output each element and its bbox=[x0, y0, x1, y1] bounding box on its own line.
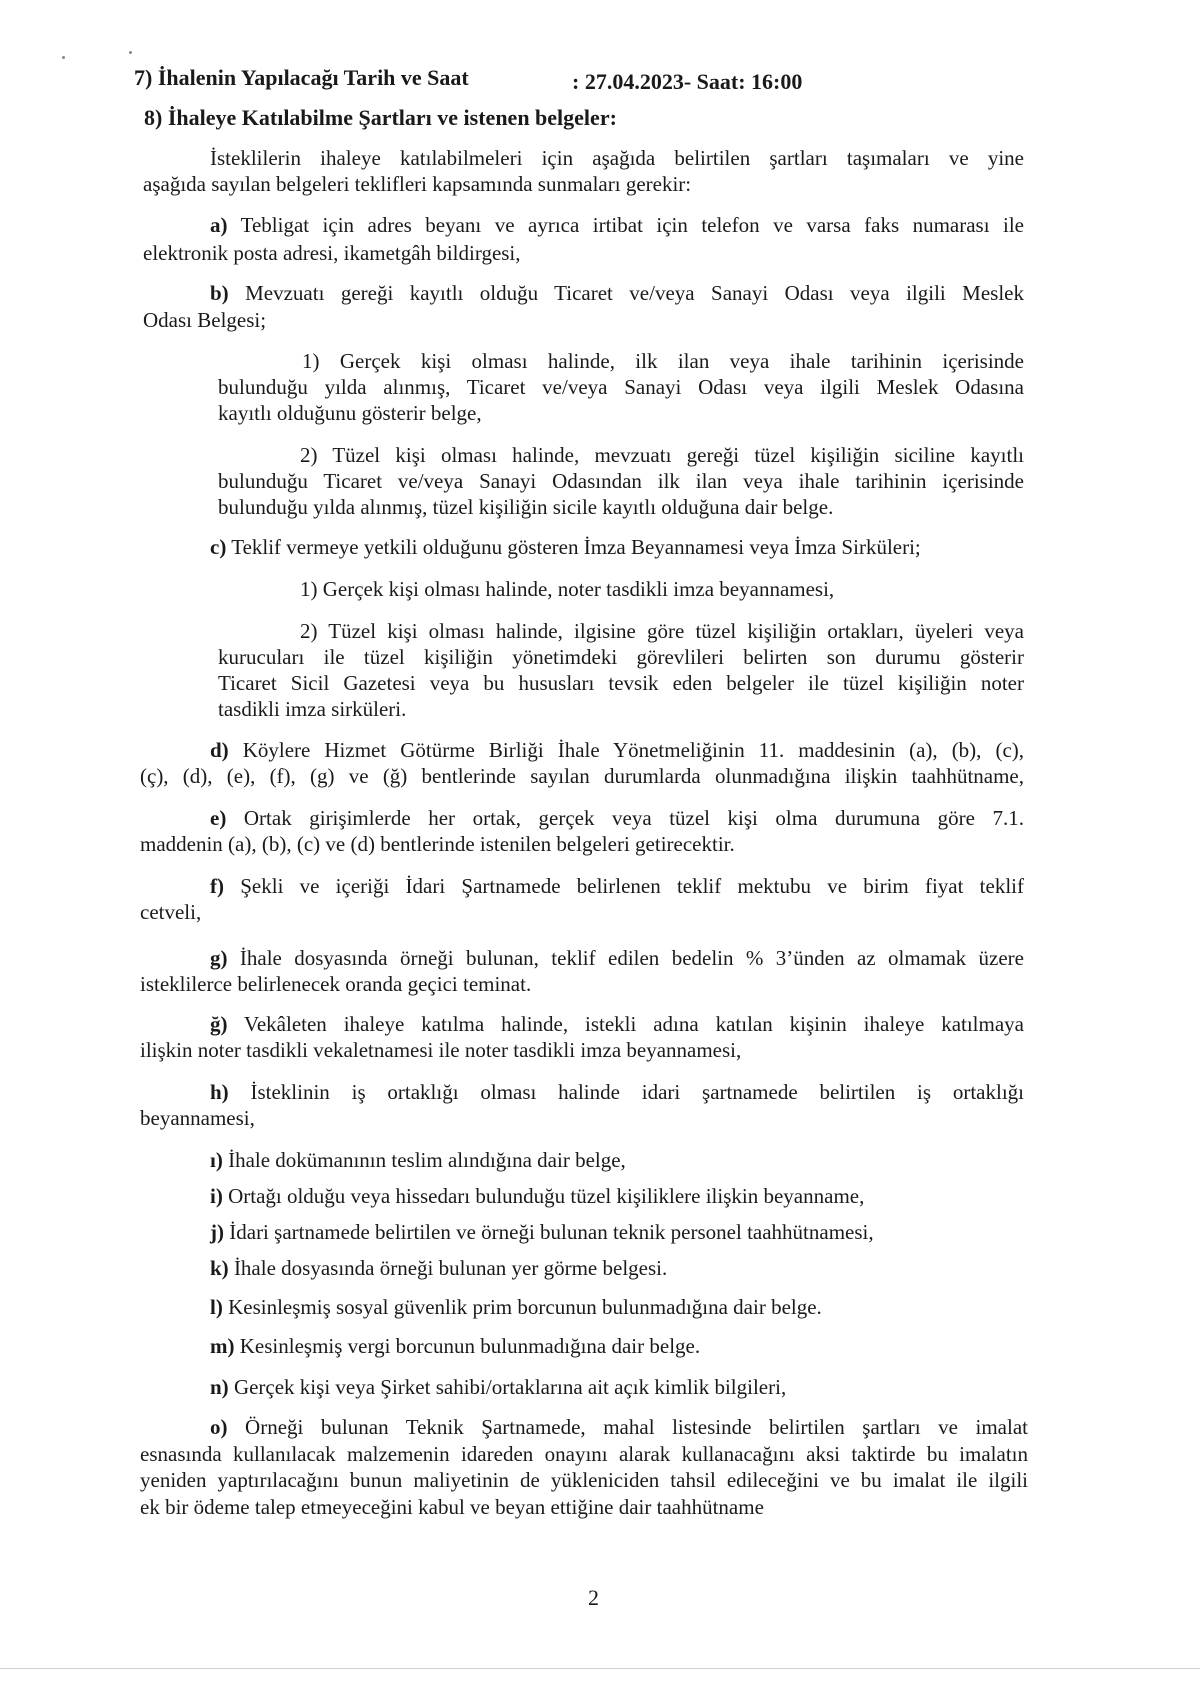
item-7-value: : 27.04.2023- Saat: 16:00 bbox=[572, 69, 803, 94]
item-c-line-1 bbox=[210, 535, 921, 559]
item-gb-text: Vekâleten ihaleye katılma halinde, istekli adına katılan kişinin ihaleye katılmaya bbox=[244, 1012, 1024, 1036]
item-gb-label: ğ) bbox=[210, 1012, 228, 1036]
item-b2-line-3: bulunduğu yılda alınmış, tüzel kişiliğin sicile kayıtlı olduğuna dair belge. bbox=[218, 495, 834, 519]
item-o-line-3: yeniden yaptırılacağını bunun maliyetinin de yükleniciden tahsil edileceğini ve bu imalat ile ilgili bbox=[140, 1468, 1028, 1492]
item-e-line-1 bbox=[210, 806, 1024, 830]
item-b-text: Mevzuatı gereği kayıtlı olduğu Ticaret ve/veya Sanayi Odası veya ilgili Meslek bbox=[245, 281, 1024, 305]
item-j-line-1 bbox=[210, 1220, 874, 1244]
item-h-label: h) bbox=[210, 1080, 229, 1104]
intro-line-1: İsteklilerin ihaleye katılabilmeleri için aşağıda belirtilen şartları taşımaları ve yine bbox=[210, 146, 1024, 170]
item-k-line-1 bbox=[210, 1256, 667, 1280]
item-m-label: m) bbox=[210, 1334, 235, 1358]
item-b-label: b) bbox=[210, 281, 229, 305]
item-e-label: e) bbox=[210, 806, 227, 830]
item-8-heading: 8) İhaleye Katılabilme Şartları ve istenen belgeler: bbox=[144, 105, 617, 130]
item-b1-line-1: 1) Gerçek kişi olması halinde, ilk ilan veya ihale tarihinin içerisinde bbox=[302, 349, 1024, 373]
item-i-dotless-line-1 bbox=[210, 1148, 626, 1172]
item-c1-line-1: 1) Gerçek kişi olması halinde, noter tasdikli imza beyannamesi, bbox=[300, 577, 835, 601]
item-c2-line-1: 2) Tüzel kişi olması halinde, ilgisine göre tüzel kişiliğin ortakları, üyeleri veya bbox=[300, 619, 1024, 643]
item-j-label: j) bbox=[210, 1220, 224, 1244]
item-b2-line-2: bulunduğu Ticaret ve/veya Sanayi Odasından ilk ilan veya ihale tarihinin içerisinde bbox=[218, 469, 1024, 493]
item-f-text: Şekli ve içeriği İdari Şartnamede belirlenen teklif mektubu ve birim fiyat teklif bbox=[240, 874, 1025, 898]
item-c2-line-3: Ticaret Sicil Gazetesi veya bu hususları tevsik eden belgeler ile tüzel kişiliğin noter bbox=[218, 671, 1024, 695]
item-c-label: c) bbox=[210, 535, 227, 559]
item-a-text: Tebligat için adres beyanı ve ayrıca irtibat için telefon ve varsa faks numarası ile bbox=[240, 213, 1025, 237]
item-d-label: d) bbox=[210, 738, 229, 762]
item-d-line-2: (ç), (d), (e), (f), (g) ve (ğ) bentlerinde sayılan durumlarda olunmadığına ilişkin taahhütname, bbox=[140, 764, 1024, 788]
item-m-line-1 bbox=[210, 1334, 700, 1358]
item-o-label: o) bbox=[210, 1415, 228, 1439]
item-n-text: Gerçek kişi veya Şirket sahibi/ortaklarına ait açık kimlik bilgileri, bbox=[233, 1375, 787, 1399]
item-m-text: Kesinleşmiş vergi borcunun bulunmadığına dair belge. bbox=[239, 1334, 701, 1358]
item-o-line-4: ek bir ödeme talep etmeyeceğini kabul ve beyan ettiğine dair taahhütname bbox=[140, 1495, 764, 1519]
item-b-line-1 bbox=[210, 281, 1024, 305]
item-i-dotless-label: ı) bbox=[210, 1148, 223, 1172]
intro-line-2: aşağıda sayılan belgeleri teklifleri kapsamında sunmaları gerekir: bbox=[143, 172, 692, 196]
item-c-text: Teklif vermeye yetkili olduğunu gösteren İmza Beyannamesi veya İmza Sirküleri; bbox=[231, 535, 921, 559]
item-o-line-2: esnasında kullanılacak malzemenin idareden onayını alarak kullanacağını aksi taktirde bu imalatın bbox=[140, 1442, 1028, 1466]
item-g-line-1 bbox=[210, 946, 1024, 970]
item-i-text: Ortağı olduğu veya hissedarı bulunduğu tüzel kişiliklere ilişkin beyanname, bbox=[228, 1184, 865, 1208]
item-b1-line-2: bulunduğu yılda alınmış, Ticaret ve/veya Sanayi Odası veya ilgili Meslek Odasına bbox=[218, 375, 1024, 399]
item-o-text: Örneği bulunan Teknik Şartnamede, mahal listesinde belirtilen şartları ve imalat bbox=[245, 1415, 1028, 1439]
item-a-line-1 bbox=[210, 213, 1024, 237]
item-gb-line-2: ilişkin noter tasdikli vekaletnamesi ile noter tasdikli imza beyannamesi, bbox=[140, 1038, 742, 1062]
item-7-label: 7) İhalenin Yapılacağı Tarih ve Saat bbox=[134, 65, 469, 90]
item-l-text: Kesinleşmiş sosyal güvenlik prim borcunun bulunmadığına dair belge. bbox=[228, 1295, 822, 1319]
item-k-label: k) bbox=[210, 1256, 229, 1280]
item-i-dotless-text: İhale dokümanının teslim alındığına dair belge, bbox=[228, 1148, 626, 1172]
item-l-label: l) bbox=[210, 1295, 223, 1319]
item-a-label: a) bbox=[210, 213, 228, 237]
item-b1-line-3: kayıtlı olduğunu gösterir belge, bbox=[218, 401, 482, 425]
item-f-line-1 bbox=[210, 874, 1024, 898]
item-d-text: Köylere Hizmet Götürme Birliği İhale Yönetmeliğinin 11. maddesinin (a), (b), (c), bbox=[242, 738, 1025, 762]
item-c2-line-4: tasdikli imza sirküleri. bbox=[218, 697, 407, 721]
item-b2-line-1: 2) Tüzel kişi olması halinde, mevzuatı gereği tüzel kişiliğin siciline kayıtlı bbox=[300, 443, 1024, 467]
item-k-text: İhale dosyasında örneği bulunan yer görme belgesi. bbox=[233, 1256, 668, 1280]
item-j-text: İdari şartnamede belirtilen ve örneği bulunan teknik personel taahhütnamesi, bbox=[229, 1220, 874, 1244]
item-c2-line-2: kurucuları ile tüzel kişiliğin yönetimdeki görevlileri belirten son durumu gösterir bbox=[218, 645, 1024, 669]
item-i-line-1 bbox=[210, 1184, 864, 1208]
item-g-line-2: isteklilerce belirlenecek oranda geçici teminat. bbox=[140, 972, 532, 996]
item-d-line-1 bbox=[210, 738, 1024, 762]
item-h-line-1 bbox=[210, 1080, 1024, 1104]
scan-speck bbox=[62, 56, 65, 59]
item-f-line-2: cetveli, bbox=[140, 900, 202, 924]
scan-speck bbox=[129, 51, 132, 54]
item-g-label: g) bbox=[210, 946, 228, 970]
item-n-label: n) bbox=[210, 1375, 229, 1399]
item-g-text: İhale dosyasında örneği bulunan, teklif edilen bedelin % 3’ünden az olmamak üzere bbox=[239, 946, 1024, 970]
item-h-line-2: beyannamesi, bbox=[140, 1106, 255, 1130]
item-i-label: i) bbox=[210, 1184, 223, 1208]
item-e-line-2: maddenin (a), (b), (c) ve (d) bentlerinde istenilen belgeleri getirecektir. bbox=[140, 832, 735, 856]
item-l-line-1 bbox=[210, 1295, 822, 1319]
item-o-line-1 bbox=[210, 1415, 1028, 1439]
item-f-label: f) bbox=[210, 874, 224, 898]
scan-edge-line bbox=[0, 1668, 1200, 1669]
item-n-line-1 bbox=[210, 1375, 786, 1399]
item-a-line-2: elektronik posta adresi, ikametgâh bildirgesi, bbox=[143, 241, 521, 265]
item-b-line-2: Odası Belgesi; bbox=[143, 308, 267, 332]
page-number: 2 bbox=[588, 1585, 599, 1610]
item-h-text: İsteklinin iş ortaklığı olması halinde idari şartnamede belirtilen iş ortaklığı bbox=[250, 1080, 1024, 1104]
item-e-text: Ortak girişimlerde her ortak, gerçek veya tüzel kişi olma durumuna göre 7.1. bbox=[243, 806, 1025, 830]
item-gb-line-1 bbox=[210, 1012, 1024, 1036]
